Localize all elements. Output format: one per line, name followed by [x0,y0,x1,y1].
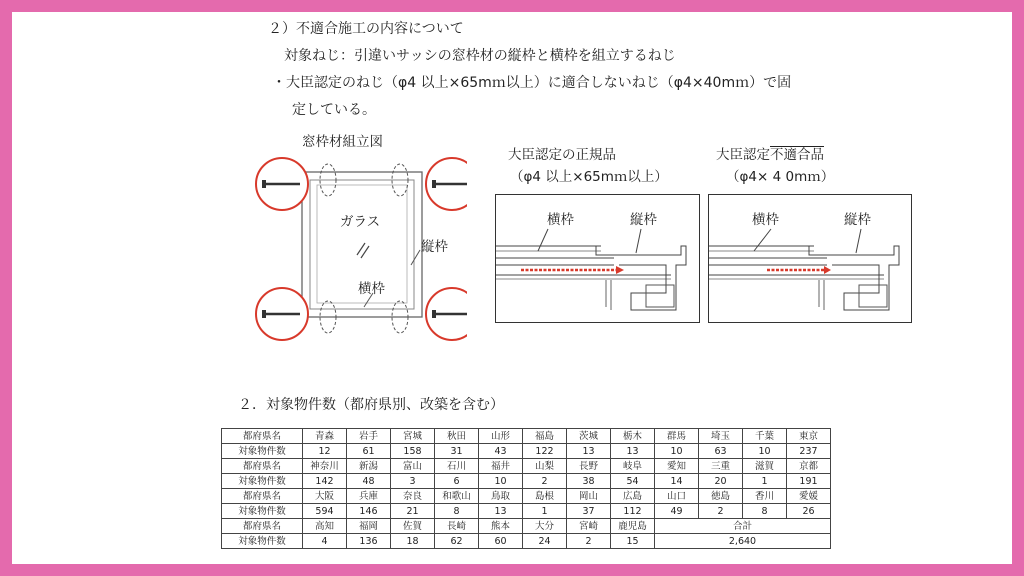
count-cell: 24 [523,534,567,549]
prefecture-cell: 秋田 [435,429,479,444]
count-cell: 18 [391,534,435,549]
count-cell: 112 [611,504,655,519]
row-header-prefecture: 都府県名 [222,459,303,474]
count-cell: 1 [743,474,787,489]
prefecture-cell: 富山 [391,459,435,474]
count-cell: 594 [303,504,347,519]
slide [12,12,1012,564]
prefecture-cell: 福島 [523,429,567,444]
count-cell: 15 [611,534,655,549]
table-row [222,534,831,549]
count-cell: 26 [787,504,831,519]
prefecture-cell: 山形 [479,429,523,444]
prefecture-cell: 神奈川 [303,459,347,474]
count-cell: 142 [303,474,347,489]
count-section-heading: ２．対象物件数（都府県別、改築を含む） [238,397,504,413]
screw-detail-bottom-right [426,288,467,340]
prefecture-cell: 高知 [303,519,347,534]
prefecture-cell: 宮崎 [567,519,611,534]
total-label-cell: 合計 [655,519,831,534]
count-cell: 191 [787,474,831,489]
noncompliant-horizontal-label: 横枠 [752,212,779,228]
count-cell: 49 [655,504,699,519]
count-cell: 146 [347,504,391,519]
prefecture-cell: 千葉 [743,429,787,444]
prefecture-cell: 青森 [303,429,347,444]
count-cell: 14 [655,474,699,489]
prefecture-cell: 新潟 [347,459,391,474]
count-cell: 10 [743,444,787,459]
compliant-vertical-label: 縦枠 [630,212,657,228]
screw-detail-bottom-left [256,288,308,340]
noncompliant-vertical-label: 縦枠 [844,212,871,228]
count-cell: 38 [567,474,611,489]
count-cell: 21 [391,504,435,519]
prefecture-cell: 長野 [567,459,611,474]
table-row [222,459,831,474]
count-cell: 237 [787,444,831,459]
glass-label: ガラス [340,214,381,230]
prefecture-cell: 東京 [787,429,831,444]
prefecture-cell: 兵庫 [347,489,391,504]
row-header-prefecture: 都府県名 [222,429,303,444]
count-cell: 13 [567,444,611,459]
prefecture-cell: 大阪 [303,489,347,504]
count-cell: 37 [567,504,611,519]
prefecture-cell: 福井 [479,459,523,474]
prefecture-cell: 和歌山 [435,489,479,504]
count-cell: 13 [479,504,523,519]
property-count-table [221,428,831,549]
count-cell: 43 [479,444,523,459]
prefecture-cell: 大分 [523,519,567,534]
count-cell: 31 [435,444,479,459]
count-cell: 48 [347,474,391,489]
count-cell: 61 [347,444,391,459]
count-cell: 20 [699,474,743,489]
count-cell: 4 [303,534,347,549]
prefecture-cell: 石川 [435,459,479,474]
prefecture-cell: 熊本 [479,519,523,534]
row-header-count: 対象物件数 [222,474,303,489]
count-cell: 1 [523,504,567,519]
prefecture-cell: 群馬 [655,429,699,444]
count-cell: 6 [435,474,479,489]
count-cell: 158 [391,444,435,459]
count-cell: 8 [743,504,787,519]
prefecture-cell: 奈良 [391,489,435,504]
row-header-count: 対象物件数 [222,534,303,549]
count-cell: 60 [479,534,523,549]
prefecture-cell: 佐賀 [391,519,435,534]
horizontal-frame-label: 横枠 [358,281,385,297]
prefecture-cell: 鳥取 [479,489,523,504]
compliant-section-drawing [495,194,700,323]
table-row [222,519,831,534]
prefecture-cell: 埼玉 [699,429,743,444]
screw-detail-top-left [256,158,308,210]
count-cell: 2 [567,534,611,549]
prefecture-cell: 香川 [743,489,787,504]
noncompliant-title-prefix: 大臣認定 [716,147,770,163]
compliant-title: 大臣認定の正規品 [508,147,616,163]
prefecture-cell: 長崎 [435,519,479,534]
noncompliant-title-emphasis: 不適合品 [770,147,824,163]
table-row [222,489,831,504]
prefecture-cell: 山梨 [523,459,567,474]
count-cell: 2 [699,504,743,519]
count-cell: 63 [699,444,743,459]
prefecture-cell: 岩手 [347,429,391,444]
prefecture-cell: 徳島 [699,489,743,504]
assembly-diagram-title: 窓枠材組立図 [302,134,383,150]
prefecture-cell: 岐阜 [611,459,655,474]
count-cell: 13 [611,444,655,459]
noncompliant-section-drawing [708,194,912,323]
count-cell: 2 [523,474,567,489]
count-cell: 136 [347,534,391,549]
prefecture-cell: 愛媛 [787,489,831,504]
noncompliant-spec: （φ4× 4 0mｍ） [726,169,835,185]
table-row [222,504,831,519]
row-header-count: 対象物件数 [222,504,303,519]
section-heading: ２）不適合施工の内容について [268,21,464,37]
prefecture-cell: 愛知 [655,459,699,474]
prefecture-cell: 滋賀 [743,459,787,474]
count-cell: 3 [391,474,435,489]
prefecture-cell: 岡山 [567,489,611,504]
count-cell: 62 [435,534,479,549]
table-row [222,444,831,459]
prefecture-cell: 三重 [699,459,743,474]
prefecture-cell: 山口 [655,489,699,504]
prefecture-cell: 鹿児島 [611,519,655,534]
count-cell: 8 [435,504,479,519]
bullet-line-2: 定している。 [292,102,376,118]
prefecture-cell: 京都 [787,459,831,474]
prefecture-cell: 宮城 [391,429,435,444]
prefecture-cell: 茨城 [567,429,611,444]
total-value-cell: 2,640 [655,534,831,549]
screw-detail-top-right [426,158,467,210]
target-screw-line: 対象ねじ：引違いサッシの窓枠材の縦枠と横枠を組立するねじ [284,48,676,64]
count-cell: 54 [611,474,655,489]
prefecture-cell: 栃木 [611,429,655,444]
vertical-frame-label: 縦枠 [421,239,448,255]
count-cell: 12 [303,444,347,459]
prefecture-cell: 島根 [523,489,567,504]
table-row [222,474,831,489]
compliant-horizontal-label: 横枠 [547,212,574,228]
table-row [222,429,831,444]
bullet-line-1: ・大臣認定のねじ（φ4 以上×65mｍ以上）に適合しないねじ（φ4×40mｍ）で固 [272,75,792,91]
row-header-prefecture: 都府県名 [222,489,303,504]
count-cell: 122 [523,444,567,459]
count-cell: 10 [479,474,523,489]
prefecture-cell: 広島 [611,489,655,504]
noncompliant-title [716,143,824,163]
row-header-prefecture: 都府県名 [222,519,303,534]
prefecture-cell: 福岡 [347,519,391,534]
count-cell: 10 [655,444,699,459]
compliant-spec: （φ4 以上×65mｍ以上） [510,169,668,185]
row-header-count: 対象物件数 [222,444,303,459]
